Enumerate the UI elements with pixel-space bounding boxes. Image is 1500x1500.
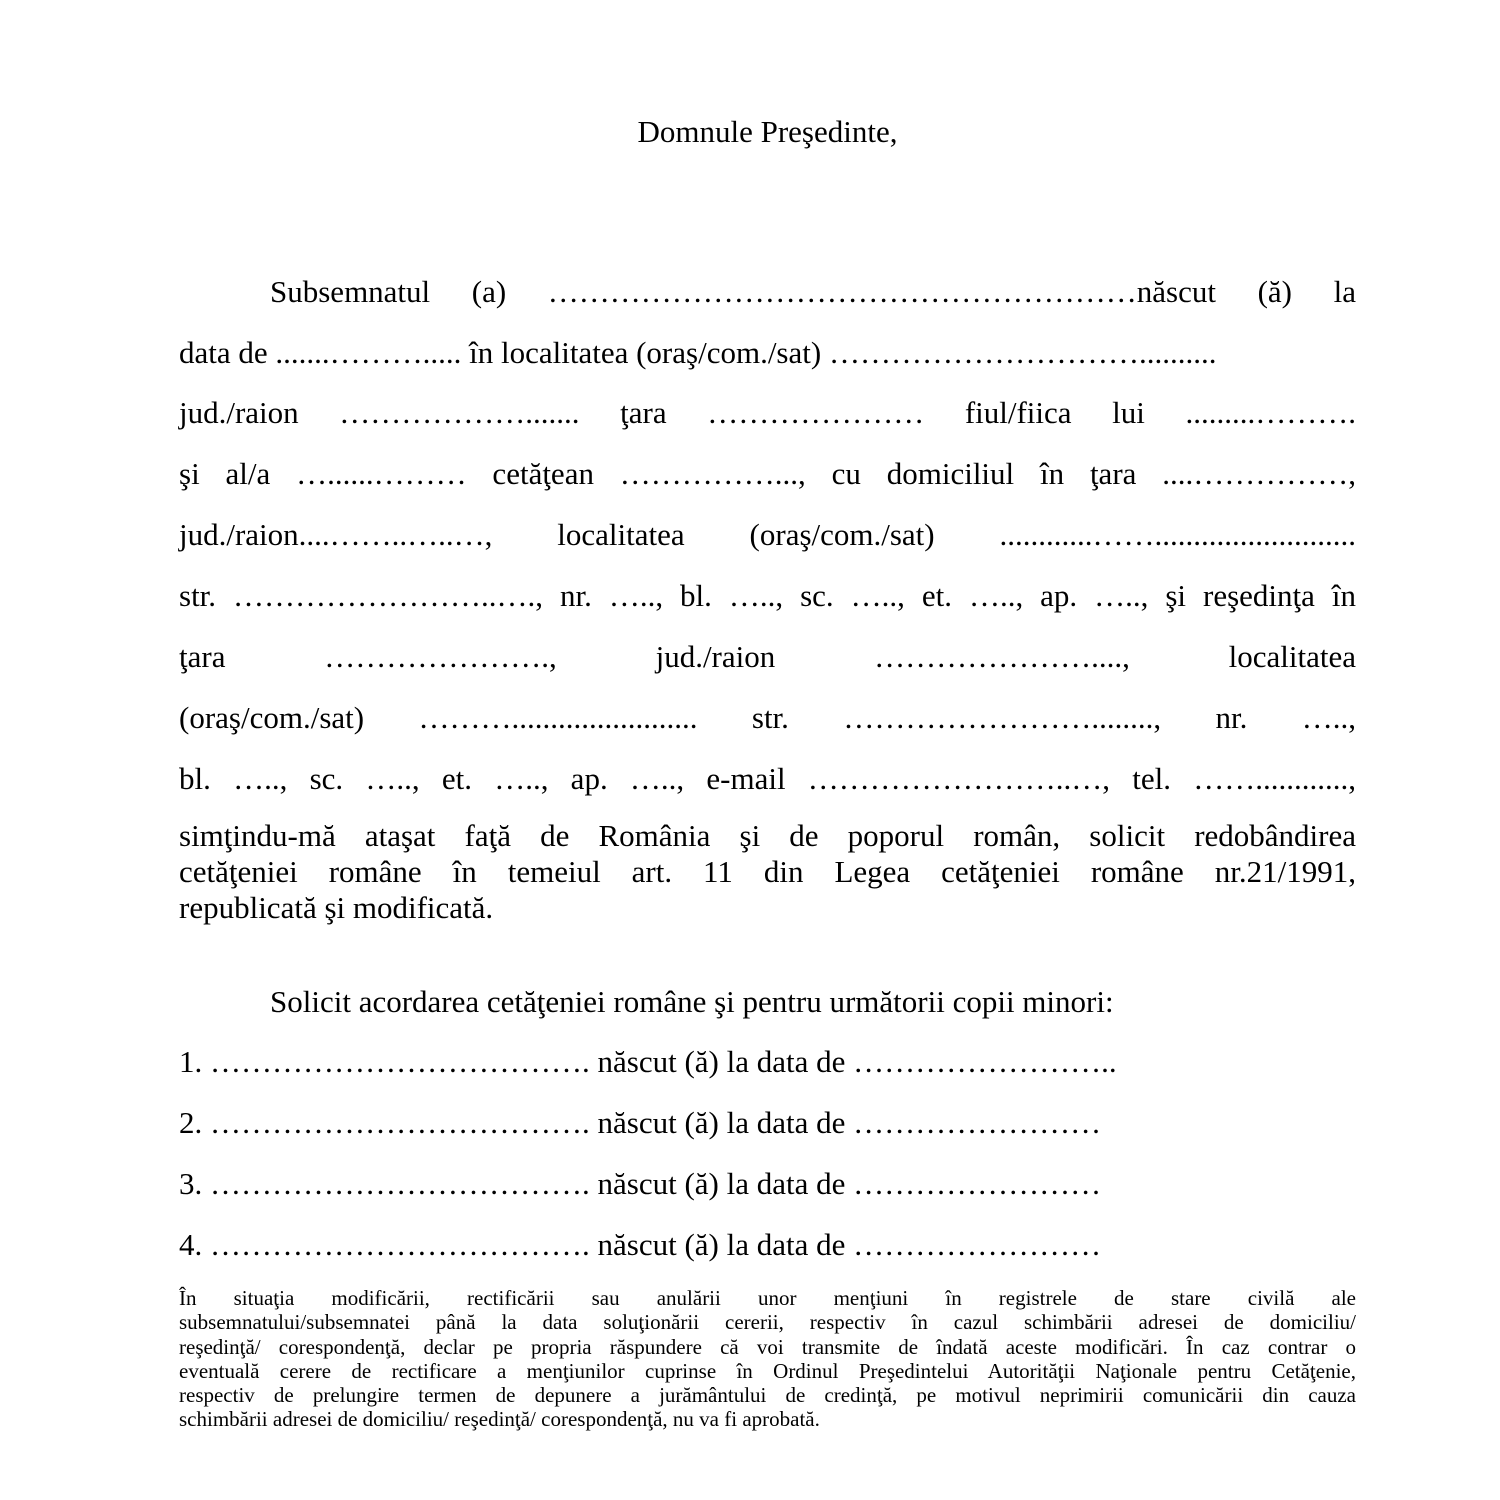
footnote-line: subsemnatului/subsemnatei până la data soluţionării cererii, respectiv în cazul schimbării adresei de domiciliu/: [179, 1310, 1356, 1335]
request-line: simţindu-mă ataşat faţă de România şi de poporul român, solicit redobândirea: [179, 818, 1356, 853]
form-line-contact: bl. ….., sc. ….., et. ….., ap. ….., e-mail ……………………..…, tel. ……............,: [179, 761, 1356, 796]
child-line: 3. ………………………………. născut (ă) la data de ……………………: [179, 1166, 1102, 1201]
child-line: 4. ………………………………. născut (ă) la data de ……………………: [179, 1227, 1102, 1262]
form-line-birth: data de .......………..... în localitatea (oraş/com./sat) …………………………..........: [179, 335, 1217, 370]
form-line-parents: jud./raion ………………....... ţara ………………… fiul/fiica lui .........……….: [179, 395, 1356, 430]
request-paragraph: [179, 818, 1356, 926]
form-line-domicile-locality: jud./raion....……..…..…, localitatea (oraş/com./sat) ............……..........................: [179, 517, 1356, 552]
form-line-street: str. ……………………..…., nr. ….., bl. ….., sc. ….., et. ….., ap. ….., şi reşedinţa în: [179, 578, 1356, 613]
salutation: Domnule Preşedinte,: [637, 114, 898, 149]
form-line-name: Subsemnatul (a) …………………………………………………născut (ă) la: [270, 274, 1356, 309]
child-line: 2. ………………………………. născut (ă) la data de ……………………: [179, 1105, 1102, 1140]
children-intro: Solicit acordarea cetăţeniei române şi pentru următorii copii minori:: [270, 984, 1114, 1019]
form-line-residence-country: ţara …………………., jud./raion …………………...., localitatea: [179, 639, 1356, 674]
footnote-line: schimbării adresei de domiciliu/ reşedinţă/ corespondenţă, nu va fi aprobată.: [179, 1407, 820, 1432]
footnote-line: reşedinţă/ corespondenţă, declar pe propria răspundere că voi transmite de îndată aceste modificări. În caz contrar o: [179, 1334, 1356, 1359]
footnote-line: respectiv de prelungire termen de depunere a jurământului de credinţă, pe motivul neprimirii comunicării din cauza: [179, 1383, 1356, 1408]
form-line-residence-locality: (oraş/com./sat) ………........................ str. ……………………........, nr. …..,: [179, 700, 1356, 735]
form-line-citizenship: şi al/a …......……… cetăţean ……………..., cu domiciliul în ţara ....……………,: [179, 456, 1356, 491]
request-line: cetăţeniei române în temeiul art. 11 din Legea cetăţeniei române nr.21/1991,: [179, 854, 1356, 889]
footnote: [179, 1286, 1356, 1432]
footnote-line: eventuală cerere de rectificare a menţiunilor cuprinse în Ordinul Preşedintelui Autorităţii Naţionale pentru Cetăţenie,: [179, 1358, 1356, 1383]
request-line: republicată şi modificată.: [179, 890, 494, 925]
child-line: 1. ………………………………. născut (ă) la data de ……………………..: [179, 1044, 1117, 1079]
footnote-line: În situaţia modificării, rectificării sau anulării unor menţiuni în registrele de stare civilă ale: [179, 1286, 1356, 1310]
